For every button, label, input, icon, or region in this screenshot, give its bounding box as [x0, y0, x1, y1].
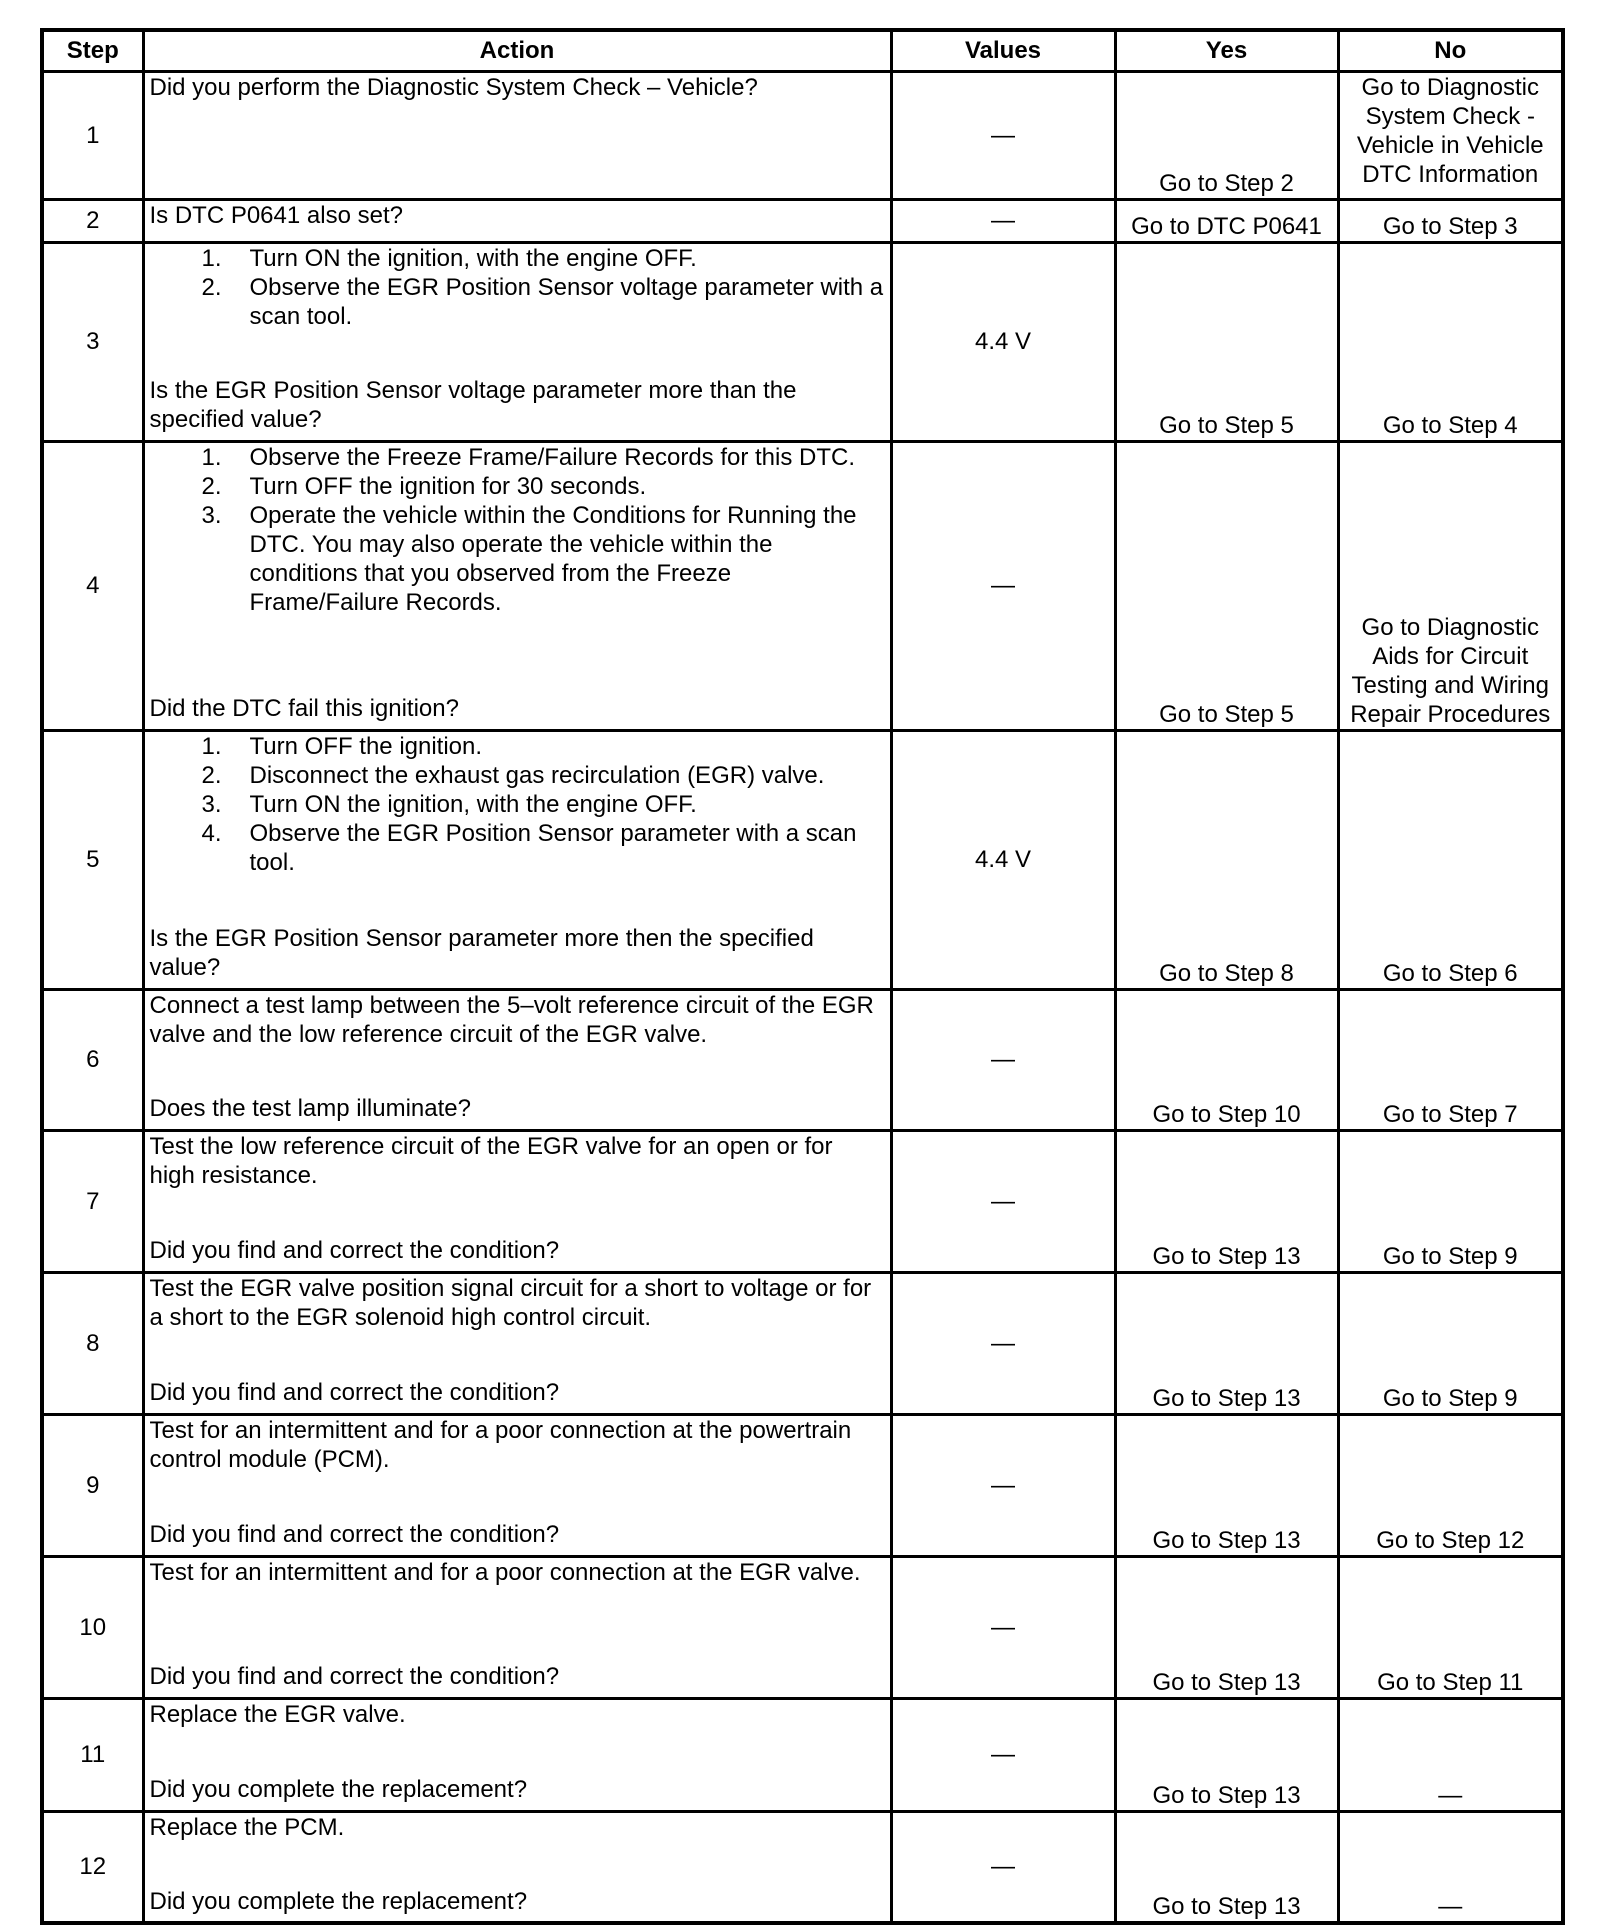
action-cell: [143, 730, 891, 989]
table-row: [42, 989, 1563, 1130]
action-step-item: Turn ON the ignition, with the engine OFF.: [249, 790, 697, 818]
action-steps-list: [150, 244, 885, 331]
yes-cell: Go to Step 13: [1115, 1556, 1338, 1698]
action-text: Test the low reference circuit of the EGR valve for an open or for high resistance.: [149, 1132, 833, 1189]
no-cell: —: [1338, 1698, 1563, 1811]
values-cell: —: [891, 71, 1115, 199]
yes-cell: Go to Step 5: [1115, 441, 1338, 730]
action-step-item: Observe the EGR Position Sensor voltage parameter with a scan tool.: [249, 273, 884, 330]
values-cell: —: [891, 1272, 1115, 1414]
no-cell: Go to Step 7: [1338, 989, 1563, 1130]
action-cell: [143, 1130, 891, 1272]
yes-cell: Go to Step 13: [1115, 1414, 1338, 1556]
yes-cell: Go to Step 13: [1115, 1698, 1338, 1811]
table-row: [42, 1130, 1563, 1272]
action-content: [150, 1558, 885, 1691]
no-cell: Go to Step 9: [1338, 1272, 1563, 1414]
action-content: [150, 1274, 885, 1407]
step-number: 6: [42, 989, 143, 1130]
yes-cell: Go to Step 10: [1115, 989, 1338, 1130]
action-content: [150, 244, 885, 434]
step-number: 1: [42, 71, 143, 199]
step-number: 11: [42, 1698, 143, 1811]
action-question: Does the test lamp illuminate?: [149, 1094, 471, 1122]
action-text: Connect a test lamp between the 5–volt reference circuit of the EGR valve and the low reference circuit of the EGR valve.: [149, 991, 874, 1048]
yes-cell: Go to Step 5: [1115, 242, 1338, 441]
action-question: Is the EGR Position Sensor voltage parameter more than the specified value?: [149, 376, 797, 433]
values-cell: —: [891, 1414, 1115, 1556]
no-cell: Go to Step 11: [1338, 1556, 1563, 1698]
action-text: Test for an intermittent and for a poor connection at the powertrain control module (PCM).: [149, 1416, 852, 1473]
no-cell: Go to Step 12: [1338, 1414, 1563, 1556]
action-steps-list: [150, 443, 885, 617]
action-question: Did you find and correct the condition?: [149, 1236, 560, 1264]
values-cell: —: [891, 1698, 1115, 1811]
action-step-item: Operate the vehicle within the Conditions for Running the DTC. You may also operate the vehicle within the conditions that you observed from the Freeze Frame/Failure Records.: [249, 501, 857, 616]
action-content: [150, 73, 885, 192]
action-question: Is the EGR Position Sensor parameter more then the specified value?: [149, 924, 814, 981]
values-cell: 4.4 V: [891, 242, 1115, 441]
no-cell: Go to Diagnostic System Check - Vehicle in Vehicle DTC Information: [1338, 71, 1563, 199]
table-row: [42, 1556, 1563, 1698]
values-cell: —: [891, 441, 1115, 730]
action-text: Test the EGR valve position signal circuit for a short to voltage or for a short to the EGR solenoid high control circuit.: [149, 1274, 872, 1331]
table-row: [42, 71, 1563, 199]
step-number: 3: [42, 242, 143, 441]
values-cell: —: [891, 199, 1115, 242]
step-number: 10: [42, 1556, 143, 1698]
action-question: Did the DTC fail this ignition?: [149, 694, 459, 722]
no-cell: Go to Step 9: [1338, 1130, 1563, 1272]
action-cell: [143, 1556, 891, 1698]
values-cell: 4.4 V: [891, 730, 1115, 989]
action-step-item: Observe the EGR Position Sensor parameter with a scan tool.: [249, 819, 857, 876]
values-cell: —: [891, 989, 1115, 1130]
values-cell: —: [891, 1556, 1115, 1698]
step-number: 12: [42, 1811, 143, 1923]
action-cell: [143, 242, 891, 441]
action-text: Did you perform the Diagnostic System Check – Vehicle?: [149, 73, 758, 101]
action-text: Replace the EGR valve.: [149, 1700, 406, 1728]
action-content: [150, 1132, 885, 1265]
table-row: [42, 441, 1563, 730]
action-question: Did you find and correct the condition?: [149, 1662, 560, 1690]
action-text: Replace the PCM.: [149, 1813, 345, 1841]
yes-cell: Go to Step 8: [1115, 730, 1338, 989]
no-cell: —: [1338, 1811, 1563, 1923]
step-number: 9: [42, 1414, 143, 1556]
header-no: No: [1338, 30, 1563, 71]
action-cell: [143, 199, 891, 242]
action-content: [150, 991, 885, 1123]
action-text: Test for an intermittent and for a poor connection at the EGR valve.: [149, 1558, 861, 1586]
action-step-item: Turn OFF the ignition for 30 seconds.: [249, 472, 647, 500]
table-row: [42, 242, 1563, 441]
action-content: [150, 443, 885, 723]
action-question: Did you find and correct the condition?: [149, 1520, 560, 1548]
table-row: [42, 1698, 1563, 1811]
step-number: 5: [42, 730, 143, 989]
action-steps-list: [150, 732, 885, 877]
action-question: Did you find and correct the condition?: [149, 1378, 560, 1406]
step-number: 2: [42, 199, 143, 242]
table-row: [42, 1414, 1563, 1556]
header-step: Step: [42, 30, 143, 71]
action-question: Did you complete the replacement?: [149, 1887, 528, 1915]
step-number: 8: [42, 1272, 143, 1414]
action-cell: [143, 1272, 891, 1414]
table-row: [42, 730, 1563, 989]
header-row: [42, 30, 1563, 71]
yes-cell: Go to Step 2: [1115, 71, 1338, 199]
action-step-item: Disconnect the exhaust gas recirculation (EGR) valve.: [249, 761, 825, 789]
header-yes: Yes: [1115, 30, 1338, 71]
yes-cell: Go to Step 13: [1115, 1811, 1338, 1923]
yes-cell: Go to Step 13: [1115, 1130, 1338, 1272]
action-cell: [143, 441, 891, 730]
action-question: Did you complete the replacement?: [149, 1775, 528, 1803]
no-cell: Go to Step 3: [1338, 199, 1563, 242]
table-body: [42, 71, 1563, 1923]
header-action: Action: [143, 30, 891, 71]
table-header: [42, 30, 1563, 71]
step-number: 4: [42, 441, 143, 730]
step-number: 7: [42, 1130, 143, 1272]
table-row: [42, 1811, 1563, 1923]
action-cell: [143, 71, 891, 199]
action-content: [150, 201, 885, 235]
yes-cell: Go to DTC P0641: [1115, 199, 1338, 242]
no-cell: Go to Step 4: [1338, 242, 1563, 441]
action-content: [150, 1813, 885, 1916]
action-content: [150, 1416, 885, 1549]
action-cell: [143, 989, 891, 1130]
table-row: [42, 199, 1563, 242]
no-cell: Go to Diagnostic Aids for Circuit Testing and Wiring Repair Procedures: [1338, 441, 1563, 730]
action-text: Is DTC P0641 also set?: [149, 201, 403, 229]
action-step-item: Turn OFF the ignition.: [249, 732, 483, 760]
values-cell: —: [891, 1130, 1115, 1272]
action-cell: [143, 1698, 891, 1811]
action-step-item: Turn ON the ignition, with the engine OFF.: [249, 244, 697, 272]
action-step-item: Observe the Freeze Frame/Failure Records for this DTC.: [249, 443, 856, 471]
yes-cell: Go to Step 13: [1115, 1272, 1338, 1414]
diagnostic-table: [40, 28, 1565, 1925]
table-row: [42, 1272, 1563, 1414]
values-cell: —: [891, 1811, 1115, 1923]
action-content: [150, 732, 885, 982]
action-content: [150, 1700, 885, 1804]
header-values: Values: [891, 30, 1115, 71]
no-cell: Go to Step 6: [1338, 730, 1563, 989]
action-cell: [143, 1811, 891, 1923]
action-cell: [143, 1414, 891, 1556]
